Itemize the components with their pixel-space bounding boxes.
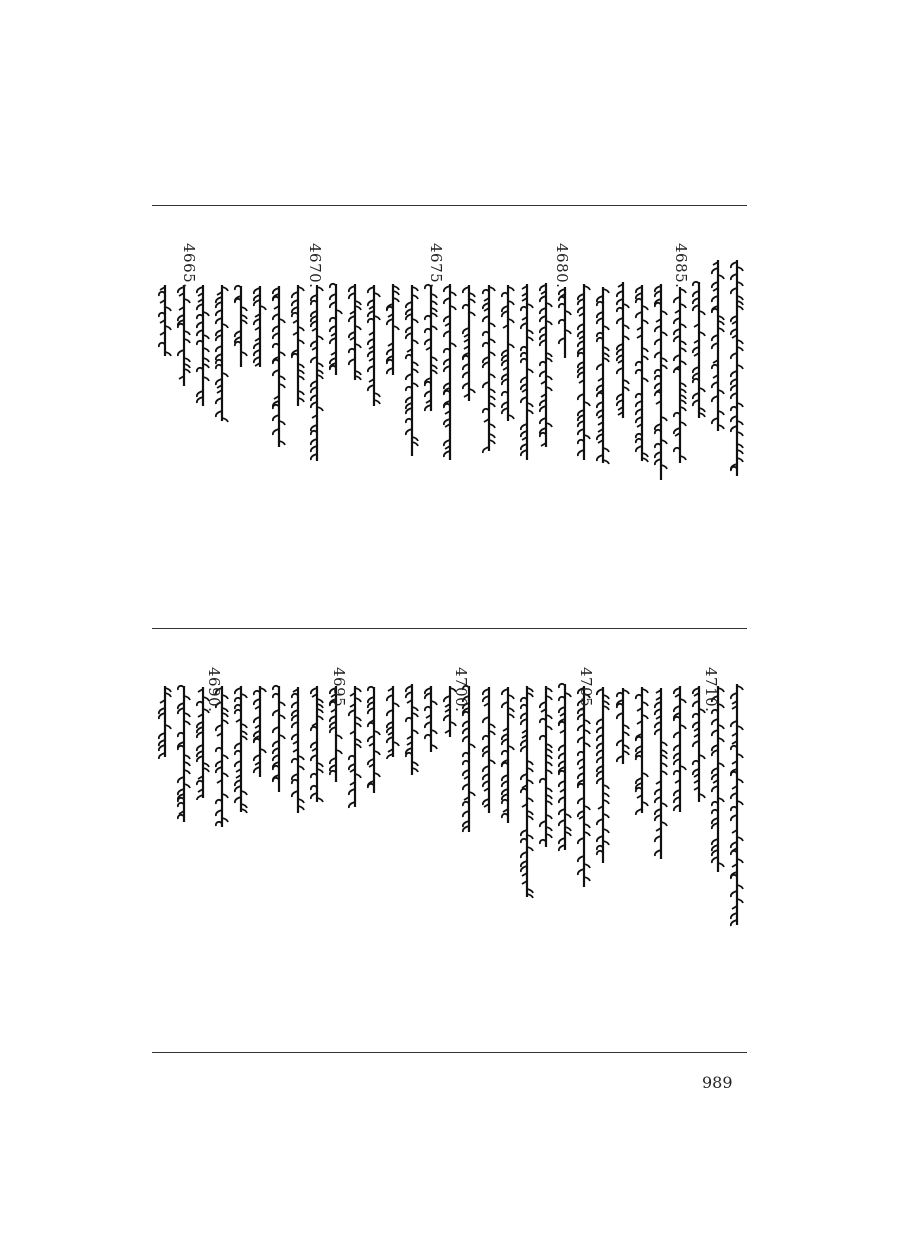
script-line: [555, 682, 575, 852]
script-line: [632, 283, 652, 463]
script-glyphs: [459, 283, 479, 403]
script-glyphs: [651, 686, 671, 861]
script-glyphs: [574, 684, 594, 889]
script-glyphs: [440, 282, 460, 462]
script-line: [708, 258, 728, 433]
script-line: [307, 283, 327, 463]
line-number: 4680.: [553, 243, 571, 289]
script-line: [440, 282, 460, 462]
script-line: [326, 282, 346, 377]
line-number: 4670.: [306, 243, 324, 289]
script-glyphs: [307, 684, 327, 804]
script-line: [593, 685, 613, 865]
script-line: [574, 684, 594, 889]
rule-bottom: [152, 1052, 747, 1053]
script-line: [670, 285, 690, 465]
script-line: [307, 684, 327, 804]
script-glyphs: [383, 684, 403, 759]
line-number: 4665.: [180, 243, 198, 289]
script-line: [364, 685, 384, 795]
script-line: [459, 283, 479, 403]
script-glyphs: [632, 685, 652, 815]
script-line: [727, 258, 747, 478]
script-glyphs: [479, 283, 499, 453]
script-glyphs: [536, 684, 556, 849]
script-glyphs: [402, 283, 422, 458]
script-glyphs: [517, 282, 537, 462]
script-line: [402, 682, 422, 777]
script-glyphs: [498, 685, 518, 825]
script-line: [250, 284, 270, 369]
script-glyphs: [364, 283, 384, 408]
script-glyphs: [288, 283, 308, 408]
script-line: [555, 285, 575, 360]
script-glyphs: [708, 258, 728, 433]
script-glyphs: [345, 282, 365, 382]
script-line: [517, 684, 537, 899]
script-glyphs: [613, 686, 633, 766]
script-glyphs: [174, 283, 194, 388]
script-glyphs: [498, 283, 518, 423]
script-line: [193, 283, 213, 408]
script-glyphs: [479, 685, 499, 815]
script-glyphs: [212, 283, 232, 423]
script-line: [174, 684, 194, 824]
script-glyphs: [269, 284, 289, 449]
script-glyphs: [231, 684, 251, 814]
script-line: [383, 684, 403, 759]
script-glyphs: [193, 283, 213, 408]
script-line: [174, 283, 194, 388]
script-glyphs: [670, 684, 690, 814]
script-glyphs: [670, 285, 690, 465]
line-number: 4685.: [672, 243, 690, 289]
script-glyphs: [402, 682, 422, 777]
script-line: [231, 284, 251, 369]
script-line: [212, 283, 232, 423]
script-glyphs: [364, 685, 384, 795]
script-line: [517, 282, 537, 462]
script-line: [383, 282, 403, 377]
script-line: [593, 285, 613, 465]
script-glyphs: [727, 682, 747, 927]
script-line: [288, 283, 308, 408]
script-glyphs: [269, 684, 289, 794]
script-line: [613, 280, 633, 420]
script-line: [269, 284, 289, 449]
line-number: 4700.: [452, 667, 470, 713]
page-number: 989: [702, 1073, 733, 1092]
script-line: [250, 684, 270, 779]
line-number: 4675.: [427, 243, 445, 289]
script-glyphs: [250, 284, 270, 369]
script-glyphs: [421, 684, 441, 754]
script-line: [670, 684, 690, 814]
script-glyphs: [326, 282, 346, 377]
script-glyphs: [708, 684, 728, 874]
script-glyphs: [593, 285, 613, 465]
script-line: [479, 685, 499, 815]
script-line: [727, 682, 747, 927]
script-line: [402, 283, 422, 458]
line-number: 4695.: [330, 667, 348, 713]
script-line: [651, 686, 671, 861]
script-line: [345, 684, 365, 809]
script-line: [155, 684, 175, 759]
script-glyphs: [250, 684, 270, 779]
script-glyphs: [155, 684, 175, 759]
line-number: 4710.: [702, 667, 720, 713]
script-line: [708, 684, 728, 874]
script-line: [288, 685, 308, 815]
script-glyphs: [155, 283, 175, 358]
script-glyphs: [689, 280, 709, 420]
script-glyphs: [174, 684, 194, 824]
script-glyphs: [632, 283, 652, 463]
script-glyphs: [574, 282, 594, 462]
rule-middle: [152, 628, 747, 629]
script-glyphs: [555, 285, 575, 360]
script-glyphs: [555, 682, 575, 852]
script-line: [421, 283, 441, 413]
script-glyphs: [651, 282, 671, 482]
script-glyphs: [517, 684, 537, 899]
script-glyphs: [231, 284, 251, 369]
script-glyphs: [727, 258, 747, 478]
script-line: [632, 685, 652, 815]
rule-top: [152, 205, 747, 206]
script-glyphs: [536, 281, 556, 449]
script-line: [613, 686, 633, 766]
script-glyphs: [421, 283, 441, 413]
line-number: 4705.: [577, 667, 595, 713]
script-line: [574, 282, 594, 462]
script-line: [345, 282, 365, 382]
script-line: [269, 684, 289, 794]
script-line: [421, 684, 441, 754]
script-glyphs: [383, 282, 403, 377]
script-line: [231, 684, 251, 814]
script-line: [155, 283, 175, 358]
script-line: [651, 282, 671, 482]
script-line: [498, 685, 518, 825]
script-line: [536, 684, 556, 849]
script-line: [498, 283, 518, 423]
script-line: [536, 281, 556, 449]
script-glyphs: [613, 280, 633, 420]
script-glyphs: [345, 684, 365, 809]
line-number: 4690.: [205, 667, 223, 713]
script-glyphs: [593, 685, 613, 865]
script-glyphs: [288, 685, 308, 815]
script-line: [689, 280, 709, 420]
script-line: [479, 283, 499, 453]
script-line: [364, 283, 384, 408]
script-glyphs: [307, 283, 327, 463]
